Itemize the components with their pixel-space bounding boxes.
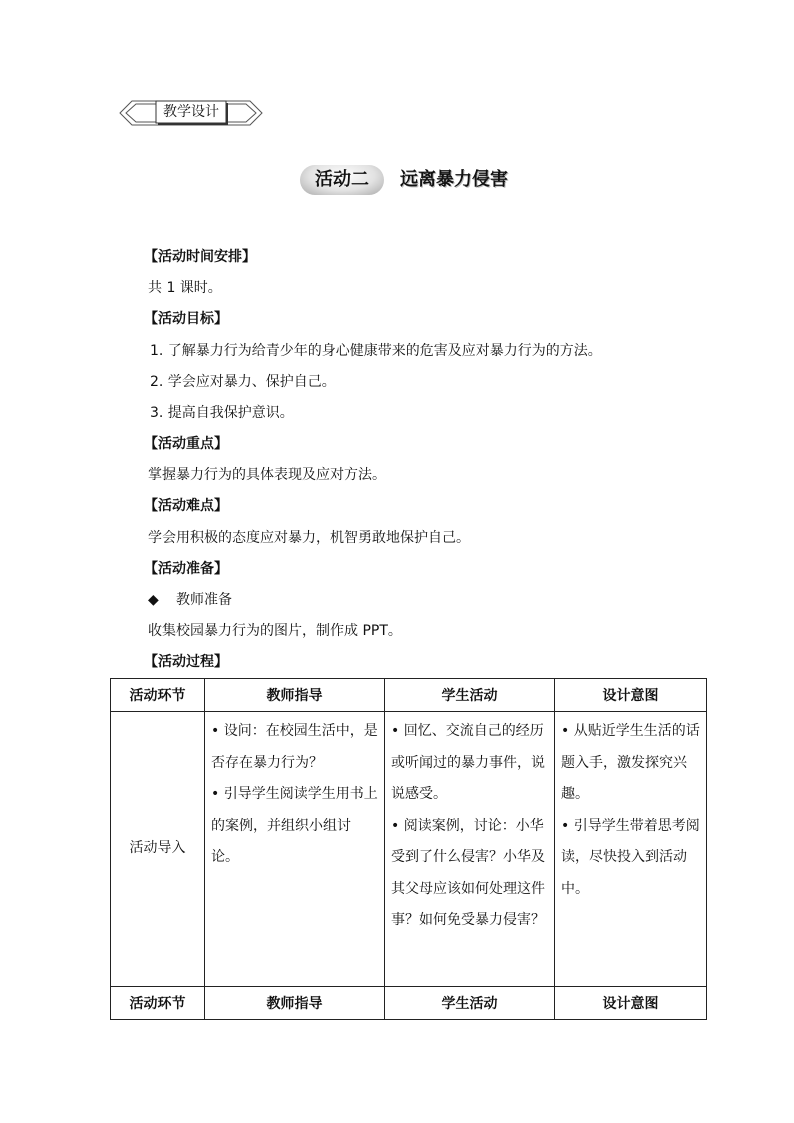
page-title xyxy=(300,163,560,197)
goal-item-3: 3. 提高自我保护意识。 xyxy=(150,405,294,421)
key-text: 掌握暴力行为的具体表现及应对方法。 xyxy=(148,467,386,483)
table-footer-header-row xyxy=(111,987,707,1020)
table-header-row xyxy=(111,679,707,712)
footer-header-intent: 设计意图 xyxy=(555,987,707,1020)
difficulty-text: 学会用积极的态度应对暴力，机智勇敢地保护自己。 xyxy=(148,530,470,546)
stage-cell: 活动导入 xyxy=(111,712,205,987)
intent-item-2: • 引导学生带着思考阅读，尽快投入到活动中。 xyxy=(561,817,700,897)
header-stage: 活动环节 xyxy=(111,679,205,712)
footer-header-teacher: 教师指导 xyxy=(205,987,385,1020)
activity-table xyxy=(110,678,707,1020)
section-banner xyxy=(118,98,264,128)
prep-item: 教师准备 xyxy=(176,592,232,608)
intent-cell xyxy=(555,712,707,987)
time-heading: 【活动时间安排】 xyxy=(144,249,256,265)
goal-item-1: 1. 了解暴力行为给青少年的身心健康带来的危害及应对暴力行为的方法。 xyxy=(150,343,602,359)
title-text: 远离暴力侵害 xyxy=(400,169,508,190)
header-teacher: 教师指导 xyxy=(205,679,385,712)
student-item-1: • 回忆、交流自己的经历或听闻过的暴力事件，说说感受。 xyxy=(391,723,545,802)
prep-bullet-icon: ◆ xyxy=(148,592,159,608)
time-text: 共 1 课时。 xyxy=(148,280,222,296)
prep-heading: 【活动准备】 xyxy=(144,561,228,577)
header-intent: 设计意图 xyxy=(555,679,707,712)
teacher-item-1: • 设问：在校园生活中，是否存在暴力行为？ xyxy=(211,723,378,771)
footer-header-stage: 活动环节 xyxy=(111,987,205,1020)
key-heading: 【活动重点】 xyxy=(144,436,228,452)
goal-item-2: 2. 学会应对暴力、保护自己。 xyxy=(150,374,336,390)
footer-header-student: 学生活动 xyxy=(385,987,555,1020)
banner-label: 教学设计 xyxy=(163,104,219,120)
difficulty-heading: 【活动难点】 xyxy=(144,498,228,514)
student-item-2: • 阅读案例，讨论：小华受到了什么侵害？小华及其父母应该如何处理这件事？如何免受暴力侵害？ xyxy=(391,817,545,928)
intent-item-1: • 从贴近学生生活的话题入手，激发探究兴趣。 xyxy=(561,723,700,802)
table-row xyxy=(111,712,707,987)
teacher-item-2: • 引导学生阅读学生用书上的案例，并组织小组讨论。 xyxy=(211,786,378,865)
title-number: 活动二 xyxy=(315,169,369,190)
goal-heading: 【活动目标】 xyxy=(144,311,228,327)
header-student: 学生活动 xyxy=(385,679,555,712)
student-cell xyxy=(385,712,555,987)
teacher-cell xyxy=(205,712,385,987)
prep-text: 收集校园暴力行为的图片，制作成 PPT。 xyxy=(148,623,402,639)
process-heading: 【活动过程】 xyxy=(144,654,228,670)
